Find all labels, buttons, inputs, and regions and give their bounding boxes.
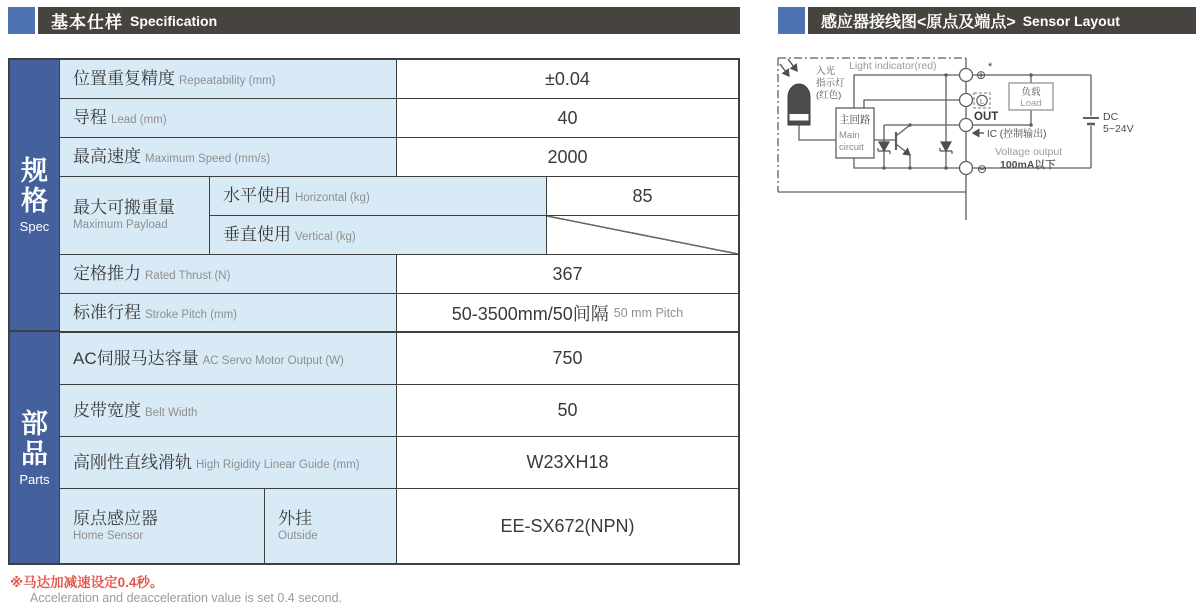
row-label: 定格推力 Rated Thrust (N) — [60, 255, 397, 293]
row-value-horizontal: 85 — [547, 177, 738, 216]
terminal-out-circle — [960, 119, 973, 132]
light-indicator-zh2: 指示灯 — [816, 78, 845, 89]
transistor-collector-wire — [896, 125, 966, 136]
specification-header — [8, 7, 740, 34]
dc-label-line1: DC — [1103, 111, 1119, 123]
section-sidebar — [10, 60, 60, 563]
sublabel-horizontal: 水平使用 Horizontal (kg) — [210, 177, 547, 216]
row-label: 导程 Lead (mm) — [60, 99, 397, 137]
payload-values — [547, 177, 738, 254]
table-row-linear-guide — [60, 437, 738, 489]
row-label: 最大可搬重量 Maximum Payload — [60, 177, 210, 254]
light-ray-arrow — [788, 59, 797, 71]
row-label: 高刚性直线滑轨 High Rigidity Linear Guide (mm) — [60, 437, 397, 488]
transistor-emitter-wire — [896, 144, 910, 155]
row-value: 50 — [397, 385, 738, 436]
load-label-en: Load — [1020, 98, 1042, 109]
payload-horizontal-subrow — [210, 177, 547, 216]
table-row-max-speed — [60, 138, 738, 177]
sensor-layout-title-zh: 感应器接线图<原点及端点> — [821, 14, 1016, 31]
row-value: 50-3500mm/50间隔 50 mm Pitch — [397, 294, 738, 331]
section-label-spec — [10, 60, 59, 332]
row-value: 750 — [397, 333, 738, 384]
main-circuit-label-zh: 主回路 — [839, 114, 871, 126]
table-row-servo-output — [60, 333, 738, 385]
sensor-layout-header-bar — [808, 7, 1196, 34]
table-row-belt-width — [60, 385, 738, 437]
footnote-en: Acceleration and deacceleration value is set 0.4 second. — [30, 591, 342, 605]
row-value: EE-SX672(NPN) — [397, 489, 738, 563]
table-row-home-sensor — [60, 489, 738, 563]
terminal-minus-circle — [960, 162, 973, 175]
sensor-layout-title-en: Sensor Layout — [1022, 12, 1120, 29]
specification-title-en: Specification — [130, 12, 218, 29]
voltage-output-en: Voltage output — [995, 146, 1063, 158]
blue-accent-square — [778, 7, 805, 34]
main-circuit-label-en2: circuit — [839, 142, 864, 153]
sensor-wiring-diagram — [776, 52, 1200, 224]
terminal-minus-label: ⊖ — [977, 162, 988, 176]
spec-rows — [60, 60, 738, 563]
voltage-output-zh: 100mA以下 — [1000, 159, 1056, 171]
row-value: W23XH18 — [397, 437, 738, 488]
table-row-rated-thrust — [60, 255, 738, 294]
row-value: 40 — [397, 99, 738, 137]
table-row-stroke-pitch — [60, 294, 738, 333]
led-wire — [799, 125, 836, 140]
specification-header-bar — [38, 7, 740, 34]
terminal-l-label: L — [979, 96, 985, 106]
row-label: AC伺服马达容量 AC Servo Motor Output (W) — [60, 333, 397, 384]
light-ray-arrow — [780, 64, 789, 76]
section-label-spec-en: Spec — [19, 219, 50, 234]
zener-diode-1 — [878, 142, 890, 154]
terminal-plus-circle — [960, 69, 973, 82]
section-label-parts-en: Parts — [19, 471, 50, 487]
light-indicator-zh3: (红色) — [816, 90, 842, 101]
terminal-out-label: OUT — [974, 111, 999, 123]
terminal-plus-label: ⊕ — [976, 68, 987, 82]
terminal-star-label: * — [988, 61, 993, 73]
row-label: 最高速度 Maximum Speed (mm/s) — [60, 138, 397, 176]
row-value-vertical-na — [547, 216, 738, 254]
sensor-layout-header — [778, 7, 1196, 34]
row-value: 2000 — [397, 138, 738, 176]
sublabel-outside: 外挂 Outside — [265, 489, 397, 563]
load-label-zh: 负载 — [1021, 87, 1041, 98]
led-symbol — [780, 59, 810, 125]
row-label: 标准行程 Stroke Pitch (mm) — [60, 294, 397, 331]
ic-label: IC (控制输出) — [987, 129, 1047, 140]
light-indicator-zh1: 入光 — [816, 66, 836, 77]
light-indicator-en: Light indicator(red) — [849, 60, 937, 72]
row-label: 原点感应器 Home Sensor — [60, 489, 265, 563]
table-row-repeatability — [60, 60, 738, 99]
footnote-zh: ※马达加减速设定0.4秒。 — [10, 575, 164, 590]
sublabel-vertical: 垂直使用 Vertical (kg) — [210, 216, 547, 255]
row-label: 位置重复精度 Repeatability (mm) — [60, 60, 397, 98]
row-label: 皮带宽度 Belt Width — [60, 385, 397, 436]
section-label-parts-zh: 部品 — [21, 408, 48, 469]
dc-label-line2: 5~24V — [1103, 123, 1134, 135]
section-label-parts — [10, 332, 59, 563]
l-terminal-wire — [864, 100, 966, 108]
row-value: 367 — [397, 255, 738, 293]
section-label-spec-zh: 规格 — [21, 156, 48, 216]
spec-table — [8, 58, 740, 565]
terminal-l-circle — [960, 94, 973, 107]
main-circuit-label-en1: Main — [839, 130, 860, 141]
plus-rail-wire — [854, 75, 966, 108]
blue-accent-square — [8, 7, 35, 34]
payload-sublabels — [210, 177, 547, 254]
row-value: ±0.04 — [397, 60, 738, 98]
table-row-max-payload — [60, 177, 738, 255]
specification-title-zh: 基本仕样 — [51, 13, 123, 32]
payload-vertical-subrow — [210, 216, 547, 255]
table-row-lead — [60, 99, 738, 138]
zener-diode-2 — [940, 142, 952, 154]
